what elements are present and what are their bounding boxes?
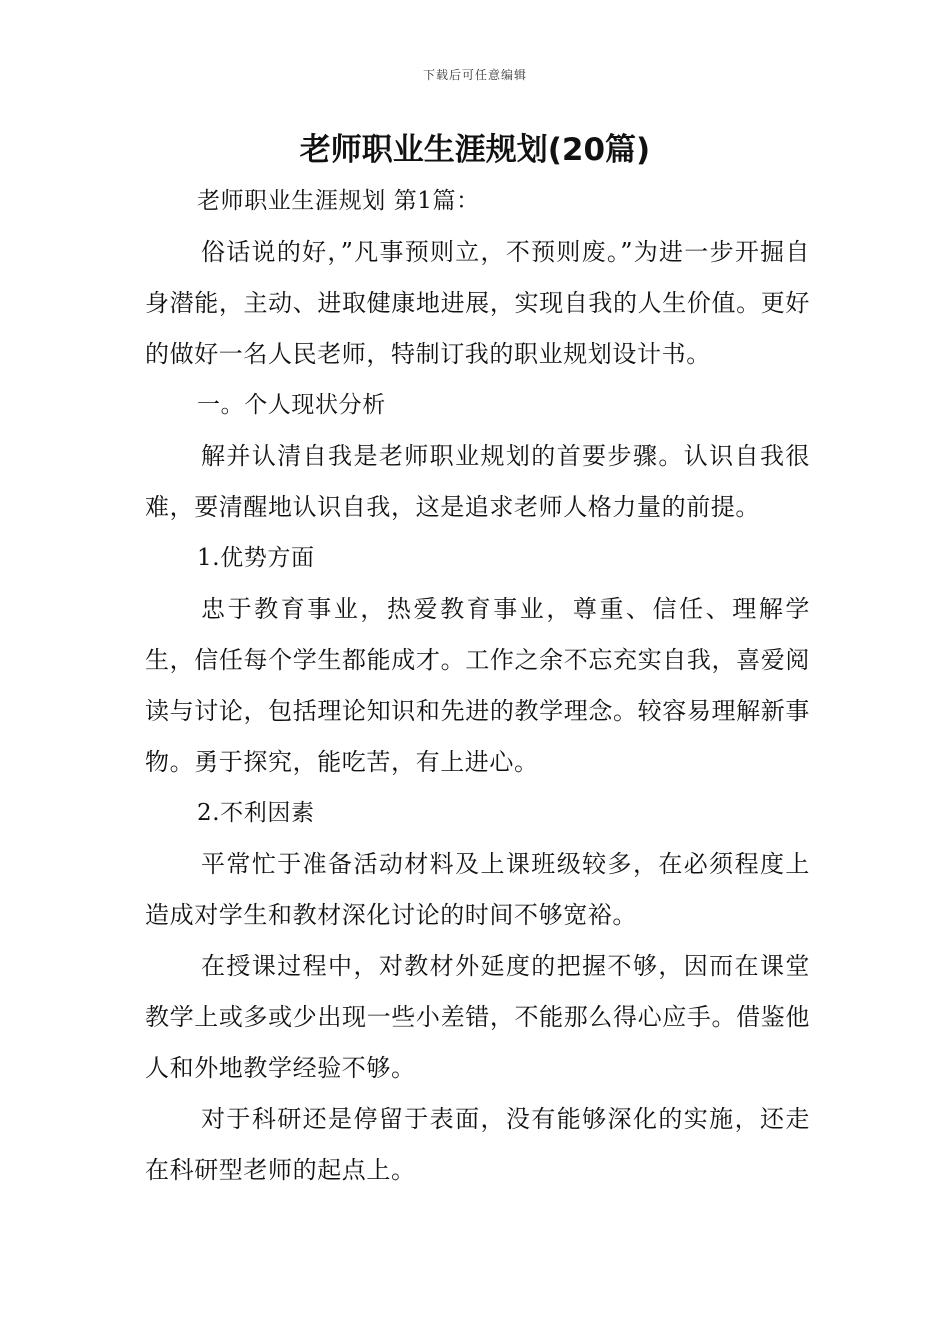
section-heading: 1.优势方面 <box>197 545 315 571</box>
paragraph: 在授课过程中，对教材外延度的把握不够，因而在课堂教学上或多或少出现一些小差错，不能那么得心应手。借鉴他人和外地教学经验不够。 <box>145 952 810 1082</box>
paragraph: 俗话说的好，”凡事预则立，不预则废。”为进一步开掘自身潜能，主动、进取健康地进展，实现自我的人生价值。更好的做好一名人民老师，特制订我的职业规划设计书。 <box>145 238 810 368</box>
paragraph: 忠于教育事业，热爱教育事业，尊重、信任、理解学生，信任每个学生都能成才。工作之余不忘充实自我，喜爱阅读与讨论，包括理论知识和先进的教学理念。较容易理解新事物。勇于探究，能吃苦，有上进心。 <box>145 595 810 776</box>
section-heading: 2.不利因素 <box>197 800 315 826</box>
header-note: 下载后可任意编辑 <box>422 68 527 82</box>
section-heading: 一。个人现状分析 <box>197 392 386 418</box>
paragraph: 平常忙于准备活动材料及上课班级较多，在必须程度上造成对学生和教材深化讨论的时间不够宽裕。 <box>145 850 810 929</box>
document-title: 老师职业生涯规划(20篇) <box>299 132 651 168</box>
document-body <box>145 176 810 1196</box>
paragraph: 对于科研还是停留于表面，没有能够深化的实施，还走在科研型老师的起点上。 <box>145 1105 810 1184</box>
section-heading: 老师职业生涯规划 第1篇： <box>197 188 480 214</box>
paragraph: 解并认清自我是老师职业规划的首要步骤。认识自我很难，要清醒地认识自我，这是追求老师人格力量的前提。 <box>145 442 810 521</box>
